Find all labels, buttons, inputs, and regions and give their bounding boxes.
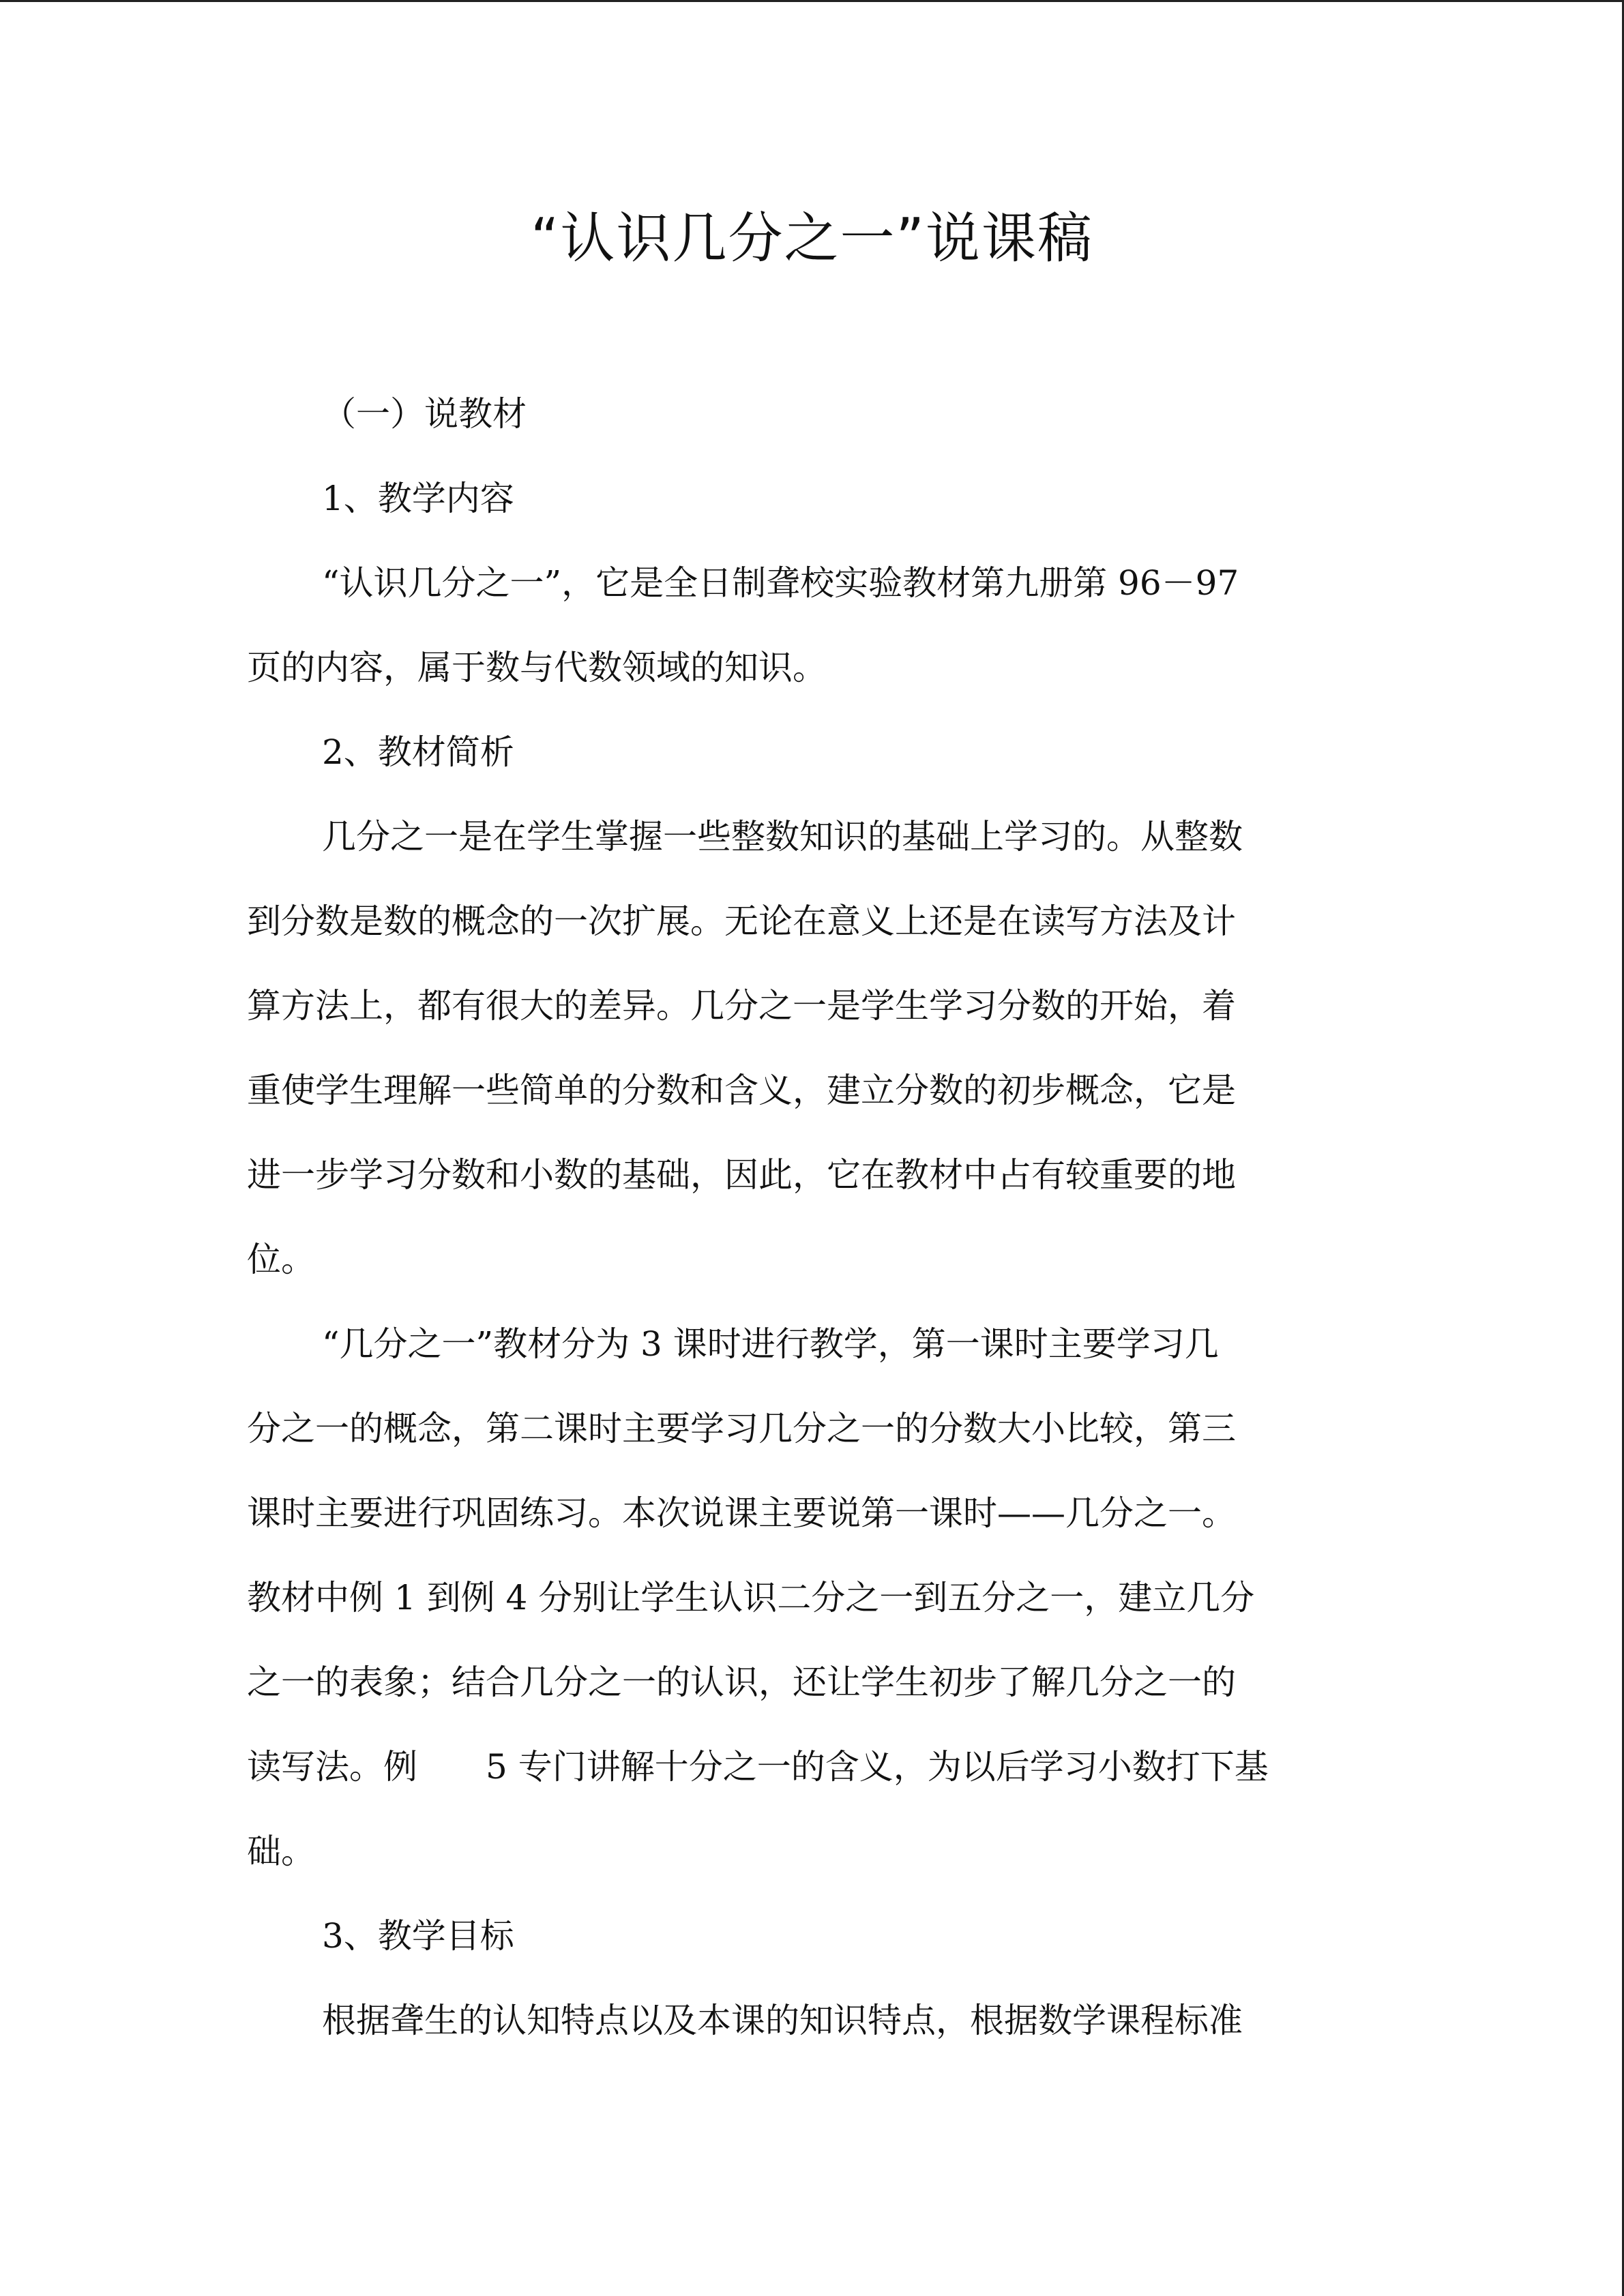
paragraph-line: 根据聋生的认知特点以及本课的知识特点，根据数学课程标准 [322,2001,1243,2040]
subheading-teaching-goals: 3、教学目标 [322,1916,514,1956]
subheading-textbook-analysis: 2、教材简析 [322,732,514,772]
paragraph-line: 分之一的概念，第二课时主要学习几分之一的分数大小比较，第三 [247,1409,1236,1448]
paragraph-line: 课时主要进行巩固练习。本次说课主要说第一课时——几分之一。 [247,1493,1236,1533]
paragraph-line: 教材中例 1 到例 4 分别让学生认识二分之一到五分之一，建立几分 [247,1578,1255,1617]
paragraph-line: 几分之一是在学生掌握一些整数知识的基础上学习的。从整数 [322,817,1243,856]
document-title: “认识几分之一”说课稿 [531,207,1093,270]
paragraph-line: 到分数是数的概念的一次扩展。无论在意义上还是在读写方法及计 [247,901,1236,941]
paragraph-line: 之一的表象；结合几分之一的认识，还让学生初步了解几分之一的 [247,1663,1236,1702]
paragraph-fragment: 读写法。例 [247,1747,417,1787]
paragraph-line: 础。 [247,1832,315,1871]
subheading-teaching-content: 1、教学内容 [322,479,514,518]
paragraph-line: 页的内容，属于数与代数领域的知识。 [247,648,827,687]
document-body [247,372,1379,2063]
paragraph-line-split [247,1725,1379,1809]
paragraph-line: 进一步学习分数和小数的基础，因此，它在教材中占有较重要的地 [247,1155,1236,1195]
paragraph-line: “几分之一”教材分为 3 课时进行教学，第一课时主要学习几 [322,1324,1219,1364]
section-heading-textbook: （一）说教材 [322,394,527,434]
paragraph-line: “认识几分之一”，它是全日制聋校实验教材第九册第 96－97 [322,563,1239,603]
paragraph-line: 算方法上，都有很大的差异。几分之一是学生学习分数的开始，着 [247,986,1236,1026]
paragraph-line: 位。 [247,1240,315,1279]
paragraph-line: 重使学生理解一些简单的分数和含义，建立分数的初步概念，它是 [247,1071,1236,1110]
paragraph-fragment: 5 专门讲解十分之一的含义，为以后学习小数打下基 [486,1747,1269,1787]
page-top-border [0,0,1624,2]
